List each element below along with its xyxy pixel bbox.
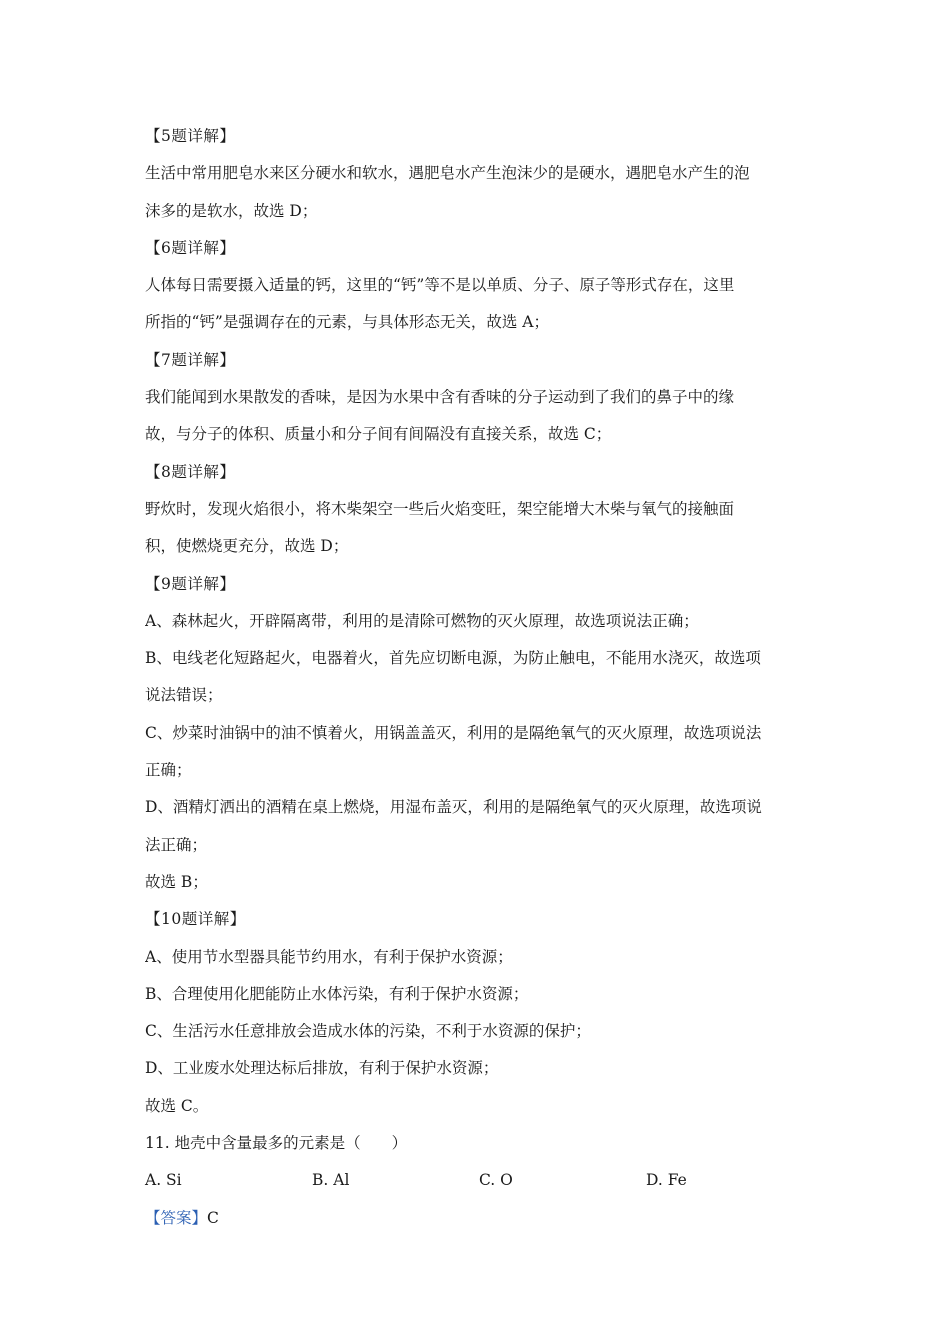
section-6-line-2: 所指的“钙”是强调存在的元素，与具体形态无关，故选 A； [145, 313, 549, 332]
section-10-line-2: B、合理使用化肥能防止水体污染，有利于保护水资源； [145, 984, 529, 1003]
section-10-line-1: A、使用节水型器具能节约用水，有利于保护水资源； [145, 947, 513, 966]
section-6-heading: 【6题详解】 [145, 238, 236, 257]
section-10-line-3: C、生活污水任意排放会造成水体的污染，不利于水资源的保护； [145, 1022, 591, 1041]
section-9-line-5: 正确； [145, 761, 192, 780]
section-9-line-3: 说法错误； [145, 686, 223, 705]
section-10-line-4: D、工业废水处理达标后排放，有利于保护水资源； [145, 1059, 499, 1078]
answer-value: C [207, 1208, 219, 1227]
section-9-line-1: A、森林起火，开辟隔离带，利用的是清除可燃物的灭火原理，故选项说法正确； [145, 611, 699, 630]
document-content [145, 118, 813, 1237]
answer-tag: 【答案】 [145, 1208, 208, 1227]
section-8-line-2: 积，使燃烧更充分，故选 D； [145, 537, 349, 556]
section-9-line-4: C、炒菜时油锅中的油不慎着火，用锅盖盖灭，利用的是隔绝氧气的灭火原理，故选项说法 [145, 723, 762, 742]
section-9-line-2: B、电线老化短路起火，电器着火，首先应切断电源，为防止触电，不能用水浇灭，故选项 [145, 649, 761, 668]
section-5-line-2: 沫多的是软水，故选 D； [145, 201, 318, 220]
section-9-line-6: D、酒精灯洒出的酒精在桌上燃烧，用湿布盖灭，利用的是隔绝氧气的灭火原理，故选项说 [145, 798, 762, 817]
question-11-options [145, 1162, 813, 1199]
section-10-line-5: 故选 C。 [145, 1096, 209, 1115]
section-10-heading: 【10题详解】 [145, 910, 246, 929]
question-11-text: 11. 地壳中含量最多的元素是（ ） [145, 1134, 408, 1153]
section-9-line-7: 法正确； [145, 835, 208, 854]
section-5-heading: 【5题详解】 [145, 127, 236, 145]
section-9-line-8: 故选 B； [145, 872, 208, 891]
answer-line [145, 1200, 813, 1237]
option-a: A. Si [145, 1171, 182, 1190]
section-6-line-1: 人体每日需要摄入适量的钙，这里的“钙”等不是以单质、分子、原子等形式存在，这里 [145, 276, 735, 295]
section-7-line-2: 故，与分子的体积、质量小和分子间有间隔没有直接关系，故选 C； [145, 425, 612, 444]
section-7-line-1: 我们能闻到水果散发的香味，是因为水果中含有香味的分子运动到了我们的鼻子中的缘 [145, 388, 735, 407]
option-d: D. Fe [646, 1171, 687, 1190]
section-7-heading: 【7题详解】 [145, 350, 236, 369]
section-5-line-1: 生活中常用肥皂水来区分硬水和软水，遇肥皂水产生泡沫少的是硬水，遇肥皂水产生的泡 [145, 164, 750, 183]
section-9-heading: 【9题详解】 [145, 574, 236, 593]
section-8-heading: 【8题详解】 [145, 462, 236, 481]
section-8-line-1: 野炊时，发现火焰很小，将木柴架空一些后火焰变旺，架空能增大木柴与氧气的接触面 [145, 499, 735, 518]
option-c: C. O [479, 1171, 513, 1190]
option-b: B. Al [312, 1171, 350, 1190]
